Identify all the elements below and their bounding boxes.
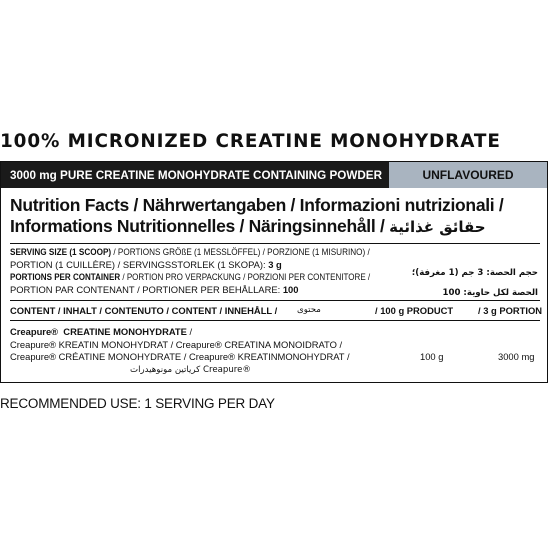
product-description-bar: 3000 mg PURE CREATINE MONOHYDRATE CONTAINING POWDER bbox=[1, 162, 389, 188]
ingredient-line1-rest: / bbox=[186, 326, 193, 337]
content-header-arabic: محتوى bbox=[297, 305, 321, 315]
recommended-use: RECOMMENDED USE: 1 SERVING PER DAY bbox=[0, 396, 275, 411]
portions-line2 bbox=[10, 284, 298, 297]
ingredient-name: CREATINE MONOHYDRATE bbox=[63, 326, 187, 337]
serving-size-label: SERVING SIZE (1 SCOOP) bbox=[10, 246, 112, 257]
nutrition-heading-arabic: حقائق غذائية bbox=[389, 218, 486, 236]
per3-value: 3000 mg bbox=[498, 351, 535, 362]
content-header: CONTENT / INHALT / CONTENUTO / CONTENT / INNEHÅLL / bbox=[10, 305, 278, 316]
portions-value: 100 bbox=[282, 283, 299, 295]
table-row bbox=[10, 326, 350, 376]
flavour-badge: UNFLAVOURED bbox=[389, 162, 547, 188]
portions-line1 bbox=[10, 271, 370, 284]
product-title: 100% MICRONIZED CREATINE MONOHYDRATE bbox=[0, 131, 501, 152]
nutrition-heading-line2-latin: Informations Nutritionnelles / Näringsinnehåll / bbox=[10, 216, 385, 236]
portions-arabic: الحصة لكل حاوية: 100 bbox=[442, 288, 538, 298]
nutrition-heading-line1: Nutrition Facts / Nährwertangaben / Informazioni nutrizionali / bbox=[10, 195, 504, 215]
serving-size-value: 3 g bbox=[268, 258, 282, 270]
serving-size-arabic: حجم الحصة: 3 جم (1 مغرفة)؛ bbox=[411, 268, 538, 278]
ingredient-line2: Creapure® KREATIN MONOHYDRAT / Creapure® CREATINA MONOIDRATO / bbox=[10, 338, 343, 350]
nutrition-panel bbox=[0, 161, 548, 383]
divider bbox=[10, 320, 540, 321]
nutrition-heading-line2 bbox=[10, 216, 542, 238]
per100-value: 100 g bbox=[420, 351, 444, 362]
serving-size-line2 bbox=[10, 259, 282, 272]
ingredient-line3: Creapure® CRÉATINE MONOHYDRATE / Creapure® KREATINMONOHYDRAT / bbox=[10, 351, 350, 362]
serving-size-line2-rest: PORTION (1 CUILLÈRE) / SERVINGSSTORLEK (1 SKOPA): bbox=[10, 258, 269, 270]
nutrition-heading bbox=[10, 195, 542, 238]
serving-size-line1 bbox=[10, 246, 370, 259]
ingredient-line1 bbox=[10, 326, 350, 339]
portions-label: PORTIONS PER CONTAINER bbox=[10, 271, 121, 282]
serving-size-line1-rest: / PORTIONS GRÖßE (1 MESSLÖFFEL) / PORZIONE (1 MISURINO) / bbox=[111, 246, 370, 257]
portions-line2-rest: PORTION PAR CONTENANT / PORTIONER PER BEHÅLLARE: bbox=[10, 283, 283, 295]
portions-line1-rest: / PORTION PRO VERPACKUNG / PORZIONI PER CONTENITORE / bbox=[120, 271, 371, 282]
divider bbox=[10, 300, 540, 301]
ingredient-line4-arabic: ®Creapure كرياتين مونوهيدرات bbox=[130, 364, 252, 375]
ingredient-brand: Creapure® bbox=[10, 326, 59, 337]
per3-header: / 3 g PORTION bbox=[478, 305, 543, 316]
per100-header: / 100 g PRODUCT bbox=[375, 305, 454, 316]
divider bbox=[10, 243, 540, 244]
